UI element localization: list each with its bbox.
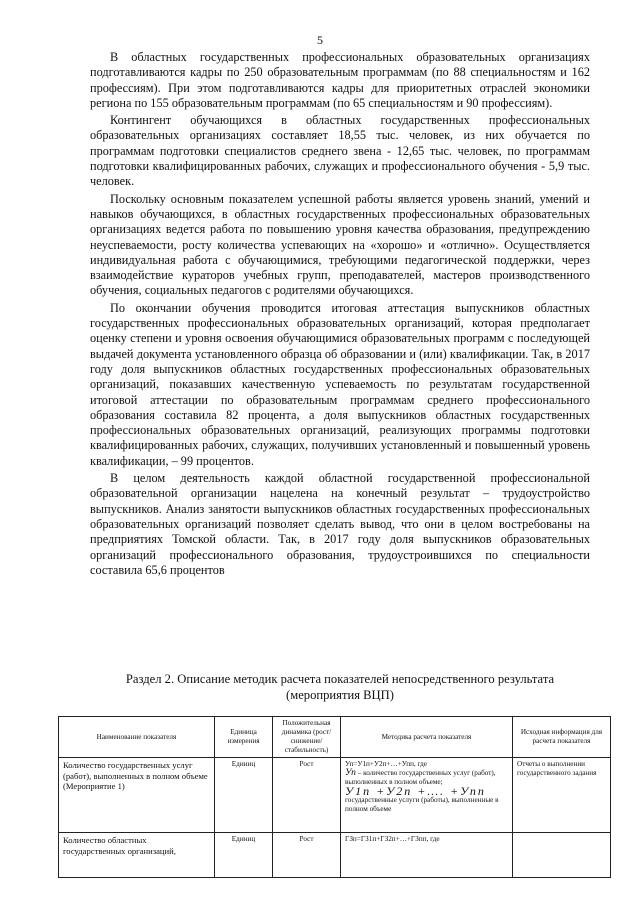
method-cell: ГЗп=ГЗ1п+ГЗ2п+…+ГЗпп, где — [341, 833, 513, 878]
method-cell — [341, 758, 513, 833]
source-cell: Отчеты о выполнении государственного задания — [513, 758, 611, 833]
indicator-name: Количество областных государственных организаций, — [59, 833, 215, 878]
table-header-row — [59, 717, 611, 758]
paragraph: Контингент обучающихся в областных государственных профессиональных образовательных организациях составляет 18,55 тыс. человек, из них обучается по программам подготовки специалистов среднего звена - 12,65 тыс. человек, по программам подготовки квалифицированных рабочих, служащих и профессионального обучения - 5,9 тыс. человек. — [90, 113, 590, 189]
header-unit: Единица измерения — [215, 717, 273, 758]
body-text — [90, 50, 590, 578]
source-cell — [513, 833, 611, 878]
unit-cell: Единиц — [215, 833, 273, 878]
header-indicator-name: Наименование показателя — [59, 717, 215, 758]
method-terms: У1п +У2п +…. +Упп — [345, 784, 486, 798]
method-formula-line: Уп=У1п+У2п+…+Упп, где — [345, 760, 427, 768]
indicator-name: Количество государственных услуг (работ), выполненных в полном объеме (Мероприятие 1) — [59, 758, 215, 833]
method-terms-definition: государственные услуги (работы), выполненные в полном объеме — [345, 796, 499, 813]
dynamics-cell: Рост — [273, 758, 341, 833]
section-title: Раздел 2. Описание методик расчета показателей непосредственного результата (мероприятия ВЦП) — [125, 672, 555, 702]
paragraph: В областных государственных профессиональных образовательных организациях подготавливаются кадры по 250 образовательным программам (по 88 специальностям и 162 профессиям). При этом подготавливаются кадры для приоритетных отраслей экономики региона по 155 образовательным программам (по 65 специальностям и 90 профессиям). — [90, 50, 590, 110]
paragraph: В целом деятельность каждой областной государственной профессиональной образовательной организации нацелена на конечный результат – трудоустройство выпускников. Анализ занятости выпускников областных государственных профессиональных образовательных организаций позволяет сделать вывод, что они в целом востребованы на предприятиях Томской области. Так, в 2017 году доля выпускников образовательных организаций профессионального образования, трудоустроившихся по специальности составила 65,6 процентов — [90, 471, 590, 577]
paragraph: По окончании обучения проводится итоговая аттестация выпускников областных государственных профессиональных образовательных организаций, которая предполагает оценку степени и уровня освоения обучающимися образовательных программ с последующей выдачей документа установленного образца об образовании и (или) квалификации. Так, в 2017 году доля выпускников областных государственных профессиональных образовательных организаций, показавших качественную успеваемость по результатам государственной итоговой аттестации по образовательным программам среднего профессионального образования составила 82 процента, а доля выпускников областных государственных профессиональных образовательных организаций, реализующих программы подготовки квалифицированных рабочих, служащих, получивших установленный и повышенный уровень квалификации, – 99 процентов. — [90, 300, 590, 468]
indicator-methods-table — [58, 716, 611, 878]
page-number: 5 — [317, 33, 323, 47]
dynamics-cell: Рост — [273, 833, 341, 878]
table-row — [59, 758, 611, 833]
header-dynamics: Положительная динамика (рост/снижение/ стабильность) — [273, 717, 341, 758]
method-symbol: Уп — [345, 768, 356, 778]
header-source: Исходная информация для расчета показателя — [513, 717, 611, 758]
table-row — [59, 833, 611, 878]
header-method: Методика расчета показателя — [341, 717, 513, 758]
paragraph: Поскольку основным показателем успешной работы является уровень знаний, умений и навыков обучающихся, в областных государственных профессиональных образовательных организациях ведется работа по повышению уровня качества образования, предупреждению неуспеваемости, росту количества успевающих на «хорошо» и «отлично». Осуществляется индивидуальная работа с обучающимися, требующими педагогической поддержки, через взаимодействие кураторов учебных групп, преподавателей, мастеров производственного обучения, социальных педагогов с родителями обучающихся. — [90, 191, 590, 298]
method-definition-text: – количество государственных услуг (работ), выполненных в полном объеме; — [345, 769, 496, 786]
unit-cell: Единиц — [215, 758, 273, 833]
